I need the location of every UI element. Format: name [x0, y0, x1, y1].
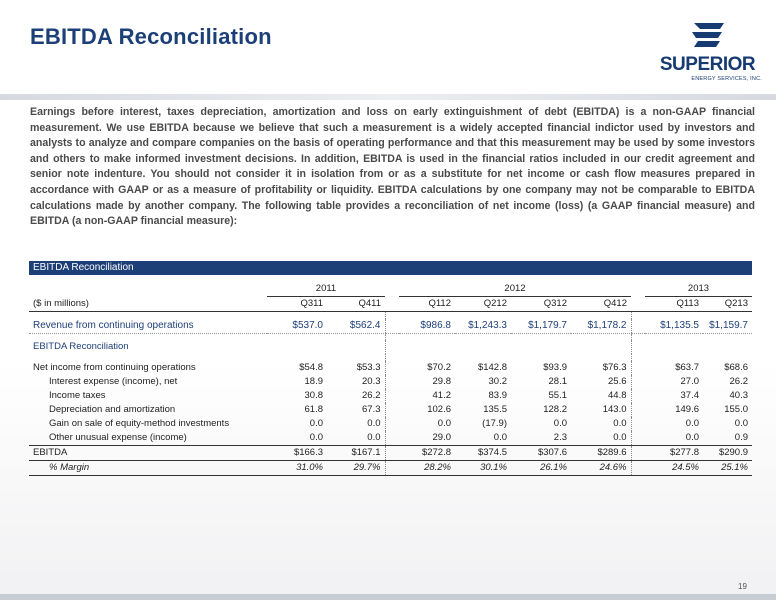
row-label: EBITDA: [29, 446, 267, 461]
ebitda-table: [29, 261, 752, 476]
margin-row: [29, 461, 752, 476]
table-row: [29, 361, 752, 375]
table-cell: $277.8: [645, 446, 703, 461]
quarter-label: Q311: [267, 297, 327, 312]
table-cell: 29.0: [432, 432, 451, 443]
table-cell: 128.2: [543, 404, 567, 415]
page-number: 19: [738, 582, 747, 591]
quarter-label: Q312: [511, 297, 571, 312]
row-label: Net income from continuing operations: [33, 362, 196, 373]
table-cell: 30.8: [304, 390, 323, 401]
table-cell: 44.8: [608, 390, 627, 401]
revenue-row: [29, 319, 752, 334]
row-label: Other unusual expense (income): [49, 432, 187, 443]
table-row: [29, 417, 752, 431]
table-cell: 0.0: [367, 432, 381, 443]
quarter-label: Q212: [455, 297, 511, 312]
table-cell: 55.1: [548, 390, 567, 401]
table-cell: 28.2%: [399, 461, 455, 476]
table-cell: 41.2: [432, 390, 451, 401]
table-cell: $562.4: [327, 319, 385, 334]
year-header-row: [29, 282, 752, 297]
table-cell: $166.3: [267, 446, 327, 461]
quarter-label: Q112: [399, 297, 455, 312]
units-label: ($ in millions): [29, 297, 267, 312]
table-cell: 61.8: [304, 404, 323, 415]
table-cell: 0.0: [613, 432, 627, 443]
table-cell: 26.2: [362, 390, 381, 401]
row-label: Gain on sale of equity-method investments: [49, 418, 230, 429]
table-row: [29, 403, 752, 417]
table-cell: 25.6: [608, 376, 627, 387]
quarter-label: Q213: [703, 297, 752, 312]
table-cell: $1,135.5: [645, 319, 703, 334]
table-row: [29, 389, 752, 403]
table-cell: 30.2: [488, 376, 507, 387]
table-cell: $142.8: [477, 362, 507, 373]
table-cell: $76.3: [602, 362, 627, 373]
company-logo: [650, 20, 765, 84]
table-cell: 26.1%: [511, 461, 571, 476]
intro-paragraph: Earnings before interest, taxes depreciation, amortization and loss on early extinguishment of debt (EBITDA) is a non-GAAP financial measurement. We use EBITDA because we believe that such a measurement is a widely accepted financial indictor used by investors and analysts to analyze and compare companies on the basis of operating performance and that this measurement may be used by some investors and others to make informed investment decisions. In addition, EBITDA is used in the financial ratios included in our credit agreement and senior note indenture. You should not consider it in isolation from or as a substitute for net income or cash flow measures prepared in accordance with GAAP or as a measure of profitability or liquidity. EBITDA calculations by one company may not be comparable to EBITDA calculations made by another company. The following table provides a reconciliation of net income (loss) (a GAAP financial measure) and EBITDA (a non-GAAP financial measure):: [30, 106, 755, 228]
table-cell: $54.8: [299, 362, 323, 373]
quarter-label: Q113: [645, 297, 703, 312]
table-cell: $93.9: [543, 362, 567, 373]
table-cell: 143.0: [602, 404, 627, 415]
table-cell: 30.1%: [455, 461, 511, 476]
table-cell: 37.4: [680, 390, 699, 401]
table-cell: $63.7: [675, 362, 699, 373]
quarter-label: Q411: [327, 297, 385, 312]
section-label: EBITDA Reconciliation: [33, 341, 129, 352]
table-cell: $70.2: [427, 362, 451, 373]
table-cell: 20.3: [362, 376, 381, 387]
table-cell: 29.7%: [327, 461, 385, 476]
table-cell: $307.6: [511, 446, 571, 461]
table-cell: 27.0: [680, 376, 699, 387]
header-divider: [0, 94, 776, 100]
ebitda-total-row: [29, 446, 752, 461]
table-cell: 2.3: [553, 432, 567, 443]
table-cell: $167.1: [327, 446, 385, 461]
table-cell: $1,178.2: [571, 319, 631, 334]
table-cell: 31.0%: [267, 461, 327, 476]
page-title: EBITDA Reconciliation: [30, 24, 272, 49]
table-header: EBITDA Reconciliation: [29, 261, 752, 275]
table-cell: 155.0: [724, 404, 748, 415]
table-cell: 0.0: [685, 432, 699, 443]
table-cell: $1,243.3: [455, 319, 511, 334]
table-cell: 40.3: [729, 390, 748, 401]
logo-wordmark: SUPERIOR: [659, 54, 756, 75]
row-label: Interest expense (income), net: [49, 376, 178, 387]
table-cell: 67.3: [362, 404, 381, 415]
table-cell: 0.0: [613, 418, 627, 429]
table-cell: $537.0: [267, 319, 327, 334]
table-cell: 0.0: [734, 418, 748, 429]
table-cell: 26.2: [729, 376, 748, 387]
table-cell: $290.9: [703, 446, 752, 461]
table-cell: 0.9: [734, 432, 748, 443]
row-label: Income taxes: [49, 390, 106, 401]
table-cell: $1,179.7: [511, 319, 571, 334]
footer-bar: [0, 594, 776, 600]
table-row: [29, 375, 752, 389]
table-cell: $986.8: [399, 319, 455, 334]
logo-subtitle: ENERGY SERVICES, INC.: [691, 76, 762, 82]
quarter-header-row: [29, 297, 752, 312]
table-cell: 29.8: [432, 376, 451, 387]
table-cell: 0.0: [685, 418, 699, 429]
row-label: % Margin: [29, 461, 267, 476]
year-label: 2013: [645, 282, 752, 297]
quarter-label: Q412: [571, 297, 631, 312]
table-cell: 18.9: [304, 376, 323, 387]
table-cell: 28.1: [548, 376, 567, 387]
table-cell: 149.6: [675, 404, 699, 415]
table-cell: 24.5%: [645, 461, 703, 476]
table-cell: $272.8: [399, 446, 455, 461]
row-label: Depreciation and amortization: [49, 404, 176, 415]
table-cell: 83.9: [488, 390, 507, 401]
logo-mark-icon: [690, 20, 726, 50]
table-cell: (17.9): [482, 418, 507, 429]
year-label: 2012: [399, 282, 631, 297]
row-label: Revenue from continuing operations: [29, 319, 267, 334]
table-cell: 0.0: [367, 418, 381, 429]
table-cell: $374.5: [455, 446, 511, 461]
table-cell: 0.0: [437, 418, 451, 429]
table-cell: 0.0: [309, 432, 323, 443]
table-cell: $289.6: [571, 446, 631, 461]
table-cell: 25.1%: [703, 461, 752, 476]
table-cell: $68.6: [724, 362, 748, 373]
table-cell: $53.3: [356, 362, 381, 373]
table-cell: 135.5: [483, 404, 507, 415]
year-label: 2011: [267, 282, 385, 297]
section-row: [29, 340, 752, 354]
table-cell: 0.0: [309, 418, 323, 429]
table-cell: 0.0: [493, 432, 507, 443]
table-cell: 24.6%: [571, 461, 631, 476]
table-cell: 0.0: [553, 418, 567, 429]
table-cell: $1,159.7: [703, 319, 752, 334]
table-cell: 102.6: [427, 404, 451, 415]
table-row: [29, 431, 752, 446]
